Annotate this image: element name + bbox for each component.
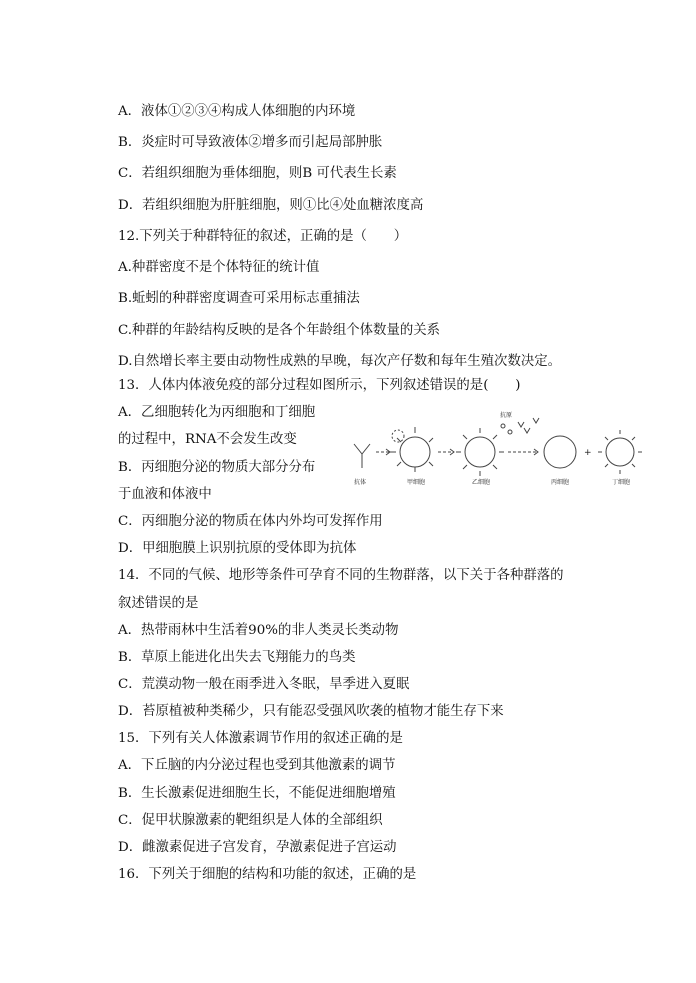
label-cell-yi: 乙细胞: [472, 479, 491, 486]
option-12a: A.种群密度不是个体特征的统计值: [118, 260, 320, 275]
option-13d: D．甲细胞膜上识别抗原的受体即为抗体: [118, 541, 357, 556]
option-11c: C．若组织细胞为垂体细胞，则B 可代表生长素: [118, 166, 397, 181]
option-12c: C.种群的年龄结构反映的是各个年龄组个体数量的关系: [118, 323, 441, 338]
question-13: 13．人体内体液免疫的部分过程如图所示，下列叙述错误的是( ): [118, 378, 521, 393]
cell-ding-icon: [598, 430, 642, 474]
question-15: 15．下列有关人体激素调节作用的叙述正确的是: [118, 731, 403, 746]
antigen-icon: [501, 418, 539, 434]
option-13b-line2: 于血液和体液中: [118, 487, 212, 502]
option-11a: A．液体①②③④构成人体细胞的内环境: [118, 104, 356, 119]
svg-text:+: +: [584, 448, 592, 458]
option-13b-line1: B．丙细胞分泌的物质大部分分布: [118, 460, 316, 475]
antibody-icon: [354, 444, 370, 468]
option-15c: C．促甲状腺激素的靶组织是人体的全部组织: [118, 813, 383, 828]
cell-jia-icon: [390, 427, 433, 472]
label-antigen: 抗原: [500, 412, 513, 419]
option-15a: A．下丘脑的内分泌过程也受到其他激素的调节: [118, 758, 396, 773]
option-12b: B.蚯蚓的种群密度调查可采用标志重捕法: [118, 291, 360, 306]
option-13a-line2: 的过程中，RNA不会发生改变: [118, 432, 297, 447]
label-cell-jia: 甲细胞: [407, 479, 426, 486]
cell-bing-icon: [544, 436, 576, 468]
label-cell-bing: 丙细胞: [551, 479, 570, 486]
question-12: 12.下列关于种群特征的叙述，正确的是（ ）: [118, 229, 408, 244]
option-14d: D．苔原植被种类稀少，只有能忍受强风吹袭的植物才能生存下来: [118, 704, 504, 719]
option-13a-line1: A．乙细胞转化为丙细胞和丁细胞: [118, 405, 316, 420]
humoral-immunity-diagram: [340, 408, 645, 493]
label-cell-ding: 丁细胞: [612, 479, 631, 486]
option-15d: D．雌激素促进子宫发育，孕激素促进子宫运动: [118, 840, 397, 855]
option-11b: B．炎症时可导致液体②增多而引起局部肿胀: [118, 135, 383, 150]
label-antibody: 抗体: [354, 479, 367, 486]
question-14-line2: 叙述错误的是: [118, 596, 199, 611]
option-15b: B．生长激素促进细胞生长，不能促进细胞增殖: [118, 786, 396, 801]
option-14b: B．草原上能进化出失去飞翔能力的鸟类: [118, 650, 356, 665]
option-13c: C．丙细胞分泌的物质在体内外均可发挥作用: [118, 514, 383, 529]
cell-yi-icon: [456, 428, 504, 476]
option-14c: C．荒漠动物一般在雨季进入冬眠，旱季进入夏眠: [118, 677, 410, 692]
question-16: 16．下列关于细胞的结构和功能的叙述，正确的是: [118, 867, 417, 882]
question-14-line1: 14．不同的气候、地形等条件可孕育不同的生物群落，以下关于各种群落的: [118, 568, 564, 583]
option-12d: D.自然增长率主要由动物性成熟的早晚，每次产仔数和每年生殖次数决定。: [118, 354, 562, 369]
option-14a: A．热带雨林中生活着90%的非人类灵长类动物: [118, 623, 399, 638]
option-11d: D．若组织细胞为肝脏细胞，则①比④处血糖浓度高: [118, 198, 424, 213]
